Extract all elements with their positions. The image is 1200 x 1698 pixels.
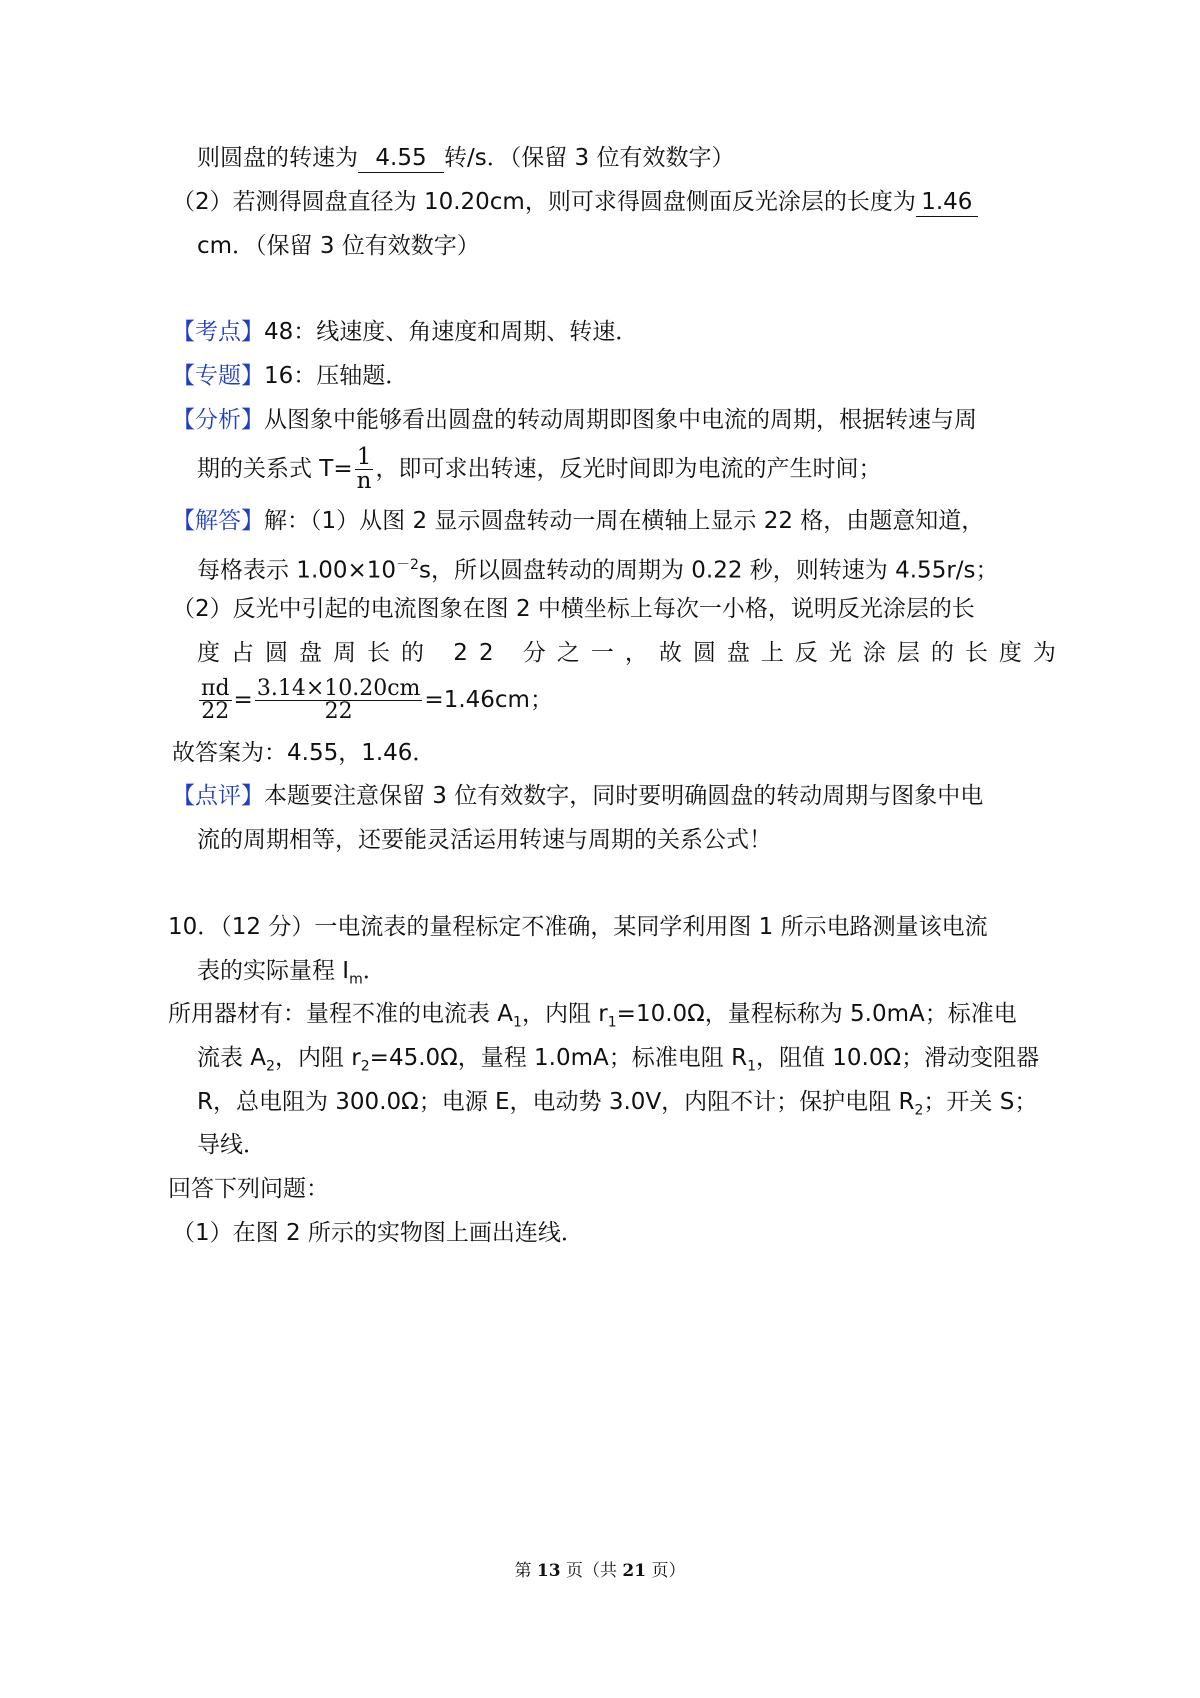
q10-text-1: 10．（12 分）一电流表的量程标定不准确，某同学利用图 1 所示电路测量该电流 (168, 914, 988, 940)
sub-a2: 2 (266, 1058, 275, 1075)
materials-line-2 (197, 1042, 1039, 1083)
fenxi-text-1: 从图象中能够看出圆盘的转动周期即图象中电流的周期，根据转速与周 (264, 407, 977, 433)
zhuanti-line (172, 360, 408, 392)
fenxi-line-2 (197, 446, 881, 493)
q9-speed-line (197, 142, 735, 174)
jieda-line-4 (197, 637, 1067, 669)
q9-part2-line (172, 186, 978, 218)
materials-line-4 (197, 1129, 266, 1161)
q10-part1-text: （1）在图 2 所示的实物图上画出连线． (172, 1220, 584, 1246)
sub-R2: 2 (914, 1102, 924, 1119)
answer-line (172, 737, 435, 769)
length-formula-fraction-2 (255, 678, 423, 723)
page-footer (0, 1556, 1200, 1581)
jieda-text-2a: 每格表示 1.00×10 (197, 557, 397, 584)
zhuanti-text: 16：压轴题． (264, 363, 409, 389)
q9-unit-line (197, 230, 480, 262)
q10-line-2 (197, 955, 386, 996)
materials-text-1c: =10.0Ω，量程标称为 5.0mA；标准电 (616, 1001, 1017, 1027)
materials-text-4: 导线． (197, 1132, 266, 1158)
dianping-line-1 (172, 780, 983, 812)
jieda-exponent: －2 (396, 557, 419, 573)
q10-text-2a: 表的实际量程 I (197, 958, 350, 984)
fraction-2-denominator: 22 (324, 699, 353, 724)
jieda-line-2 (197, 549, 999, 587)
sub-a1: 1 (513, 1014, 522, 1031)
jieda-tag: 【解答】 (172, 508, 264, 534)
materials-line-1 (168, 998, 1017, 1039)
footer-text-pre: 第 (514, 1561, 537, 1581)
dianping-line-2 (197, 824, 772, 856)
period-formula-fraction (355, 446, 374, 493)
materials-text-2c: =45.0Ω，量程 1.0mA；标准电阻 R (369, 1045, 748, 1071)
materials-text-1b: ，内阻 r (521, 1001, 608, 1027)
current-page-number: 13 (536, 1561, 561, 1581)
q9-speed-answer: 4.55 (358, 144, 444, 173)
q9-speed-text: 则圆盘的转速为 (197, 145, 358, 171)
kaodian-text: 48：线速度、角速度和周期、转速． (264, 319, 639, 345)
fraction-2-numerator: 3.14×10.20cm (256, 676, 421, 701)
fraction-1-numerator: πd (201, 676, 230, 701)
jieda-formula-line (197, 676, 553, 724)
fraction-1-denominator: 22 (201, 699, 230, 724)
dianping-text-2: 流的周期相等，还要能灵活运用转速与周期的关系公式！ (197, 827, 772, 853)
materials-text-3a: R，总电阻为 300.0Ω；电源 E，电动势 3.0V，内阻不计；保护电阻 R (197, 1089, 915, 1115)
q9-speed-unit-text: 转/s．（保留 3 位有效数字） (444, 145, 735, 171)
q10-ask-text: 回答下列问题： (168, 1176, 329, 1202)
materials-text-1a: 所用器材有：量程不准的电流表 A (168, 1001, 514, 1027)
materials-line-3 (197, 1086, 1037, 1127)
length-formula-fraction-1 (199, 678, 232, 723)
jieda-text-3: （2）反光中引起的电流图象在图 2 中横坐标上每次一小格，说明反光涂层的长 (172, 596, 975, 622)
answer-text: 故答案为：4.55，1.46． (172, 740, 436, 766)
q10-text-2b: ． (362, 958, 386, 984)
jieda-text-4: 度占圆盘周长的 22 分之一，故圆盘上反光涂层的长度为 (197, 640, 1067, 666)
dianping-text-1: 本题要注意保留 3 位有效数字，同时要明确圆盘的转动周期与图象中电 (264, 783, 984, 809)
sub-r2: 2 (360, 1058, 370, 1075)
kaodian-tag: 【考点】 (172, 319, 264, 345)
materials-text-3b: ；开关 S； (923, 1089, 1038, 1115)
total-page-count: 21 (622, 1561, 647, 1581)
jieda-line-1 (172, 505, 984, 537)
sub-r1: 1 (607, 1014, 617, 1031)
jieda-text-1: 解：（1）从图 2 显示圆盘转动一周在横轴上显示 22 格，由题意知道， (264, 508, 985, 534)
fraction-numerator: 1 (355, 446, 374, 470)
q10-line-1 (168, 911, 988, 943)
fenxi-tag: 【分析】 (172, 407, 264, 433)
sub-R1: 1 (747, 1058, 756, 1075)
kaodian-line (172, 316, 638, 348)
equals-sign: = (233, 687, 253, 713)
q9-part2-text: （2）若测得圆盘直径为 10.20cm，则可求得圆盘侧面反光涂层的长度为 (172, 189, 916, 215)
q9-length-answer: 1.46 (916, 188, 978, 217)
materials-text-2d: ，阻值 10.0Ω；滑动变阻器 (755, 1045, 1040, 1071)
dianping-tag: 【点评】 (172, 783, 264, 809)
jieda-text-2b: s，所以圆盘转动的周期为 0.22 秒，则转速为 4.55r/s； (418, 557, 999, 584)
length-result: =1.46cm； (424, 687, 553, 713)
q9-unit-text: cm．（保留 3 位有效数字） (197, 233, 480, 259)
q10-ask-line (168, 1173, 329, 1205)
jieda-line-3 (172, 593, 975, 625)
fenxi-text-2a: 期的关系式 T= (197, 456, 353, 482)
footer-text-mid: 页（共 (560, 1561, 623, 1581)
fenxi-line-1 (172, 404, 977, 436)
q10-subscript-m: m (349, 971, 363, 988)
materials-text-2a: 流表 A (197, 1045, 267, 1071)
footer-text-post: 页） (646, 1561, 686, 1581)
q10-part1-line (172, 1217, 584, 1249)
materials-text-2b: ，内阻 r (274, 1045, 361, 1071)
zhuanti-tag: 【专题】 (172, 363, 264, 389)
fenxi-text-2b: ，即可求出转速，反光时间即为电流的产生时间； (375, 456, 882, 482)
fraction-denominator: n (356, 468, 372, 494)
